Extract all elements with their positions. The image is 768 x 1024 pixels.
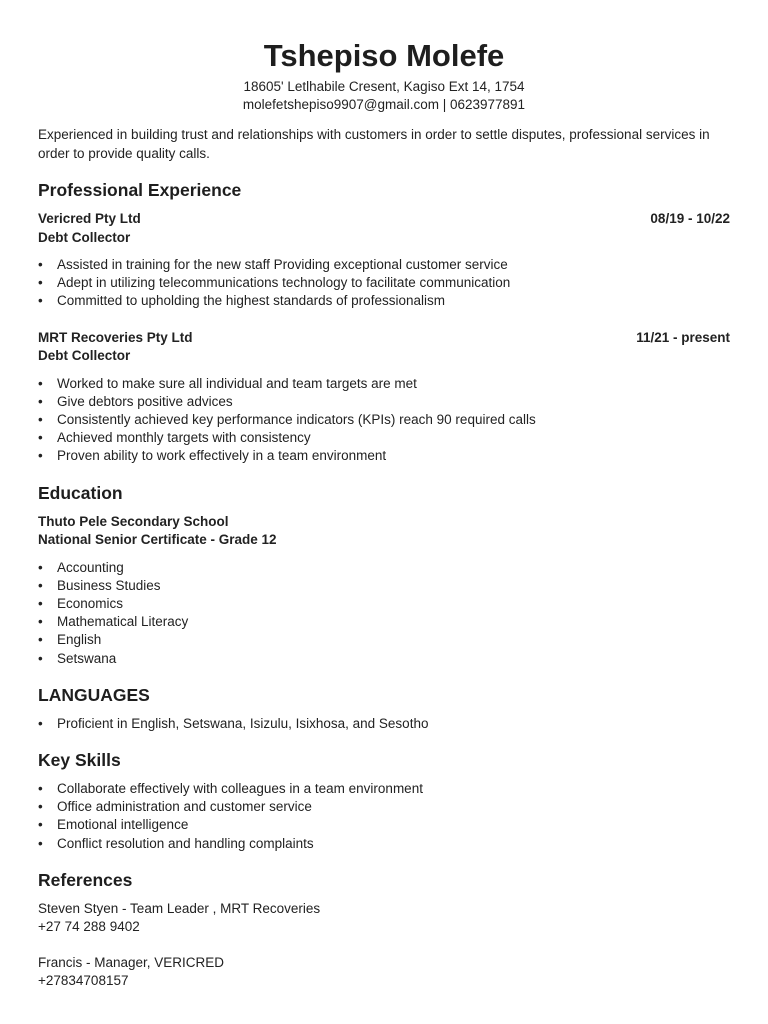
bullet-icon: •: [38, 781, 43, 797]
bullet-icon: •: [38, 293, 43, 309]
job-entry: [38, 329, 730, 466]
list-item: • Committed to upholding the highest standards of professionalism: [38, 292, 730, 310]
bullet-icon: •: [38, 614, 43, 630]
bullet-icon: •: [38, 412, 43, 428]
bullet-icon: •: [38, 430, 43, 446]
list-item: • Emotional intelligence: [38, 816, 730, 834]
bullet-icon: •: [38, 577, 43, 593]
reference-entry: [38, 954, 730, 990]
list-item: • Conflict resolution and handling complaints: [38, 835, 730, 853]
bullet-icon: •: [38, 275, 43, 291]
languages-list: [38, 715, 730, 733]
list-item: • Worked to make sure all individual and team targets are met: [38, 375, 730, 393]
list-item: • Proven ability to work effectively in a team environment: [38, 447, 730, 465]
bullet-icon: •: [38, 448, 43, 464]
skills-heading: Key Skills: [38, 750, 121, 771]
languages-heading: LANGUAGES: [38, 684, 150, 705]
bullet-icon: •: [38, 799, 43, 815]
reference-phone: +27834708157: [38, 973, 129, 989]
bullet-icon: •: [38, 817, 43, 833]
bullet-icon: •: [38, 596, 43, 612]
bullet-icon: •: [38, 632, 43, 648]
list-item: • Proficient in English, Setswana, Isizulu, Isixhosa, and Sesotho: [38, 715, 730, 733]
certificate: National Senior Certificate - Grade 12: [38, 532, 277, 548]
education-heading: Education: [38, 482, 123, 503]
reference-name: Francis - Manager, VERICRED: [38, 955, 225, 971]
job-title: Debt Collector: [38, 348, 131, 364]
job-entry: [38, 210, 730, 311]
list-item: • Collaborate effectively with colleagues in a team environment: [38, 780, 730, 798]
job-header: [38, 329, 730, 348]
bullet-icon: •: [38, 715, 43, 731]
list-item: • Achieved monthly targets with consistency: [38, 429, 730, 447]
school-name: Thuto Pele Secondary School: [38, 513, 229, 529]
subject-list: [38, 559, 730, 668]
bullet-icon: •: [38, 835, 43, 851]
list-item: • Assisted in training for the new staff Providing exceptional customer service: [38, 256, 730, 274]
job-company: MRT Recoveries Pty Ltd: [38, 329, 193, 345]
bullet-icon: •: [38, 375, 43, 391]
list-item: • Business Studies: [38, 577, 730, 595]
job-company: Vericred Pty Ltd: [38, 211, 141, 226]
job-dates: 11/21 - present: [636, 329, 730, 345]
job-dates: 08/19 - 10/22: [650, 211, 730, 226]
list-item: • Economics: [38, 595, 730, 613]
list-item: • Mathematical Literacy: [38, 613, 730, 631]
contact-block: [38, 78, 730, 114]
address: 18605' Letlhabile Cresent, Kagiso Ext 14, 1754: [243, 79, 525, 94]
list-item: • Give debtors positive advices: [38, 393, 730, 411]
list-item: • Office administration and customer service: [38, 798, 730, 816]
candidate-name: Tshepiso Molefe: [263, 38, 505, 73]
email-phone: molefetshepiso9907@gmail.com | 0623977891: [242, 97, 526, 112]
job-header: [38, 210, 730, 229]
summary: Experienced in building trust and relationships with customers in order to settle disputes, professional services in order to provide quality calls.: [38, 127, 710, 161]
job-bullets: [38, 256, 730, 311]
skills-list: [38, 780, 730, 853]
reference-entry: [38, 900, 730, 936]
bullet-icon: •: [38, 257, 43, 272]
list-item: • Consistently achieved key performance indicators (KPIs) reach 90 required calls: [38, 411, 730, 429]
list-item: • Adept in utilizing telecommunications technology to facilitate communication: [38, 274, 730, 292]
job-bullets: [38, 375, 730, 466]
list-item: • English: [38, 631, 730, 649]
references-heading: References: [38, 869, 133, 890]
list-item: • Accounting: [38, 559, 730, 577]
bullet-icon: •: [38, 650, 43, 666]
reference-phone: +27 74 288 9402: [38, 919, 140, 935]
bullet-icon: •: [38, 393, 43, 409]
job-title: Debt Collector: [38, 229, 131, 245]
list-item: • Setswana: [38, 650, 730, 668]
bullet-icon: •: [38, 559, 43, 575]
experience-heading: Professional Experience: [38, 180, 242, 200]
reference-name: Steven Styen - Team Leader , MRT Recoveries: [38, 900, 321, 916]
